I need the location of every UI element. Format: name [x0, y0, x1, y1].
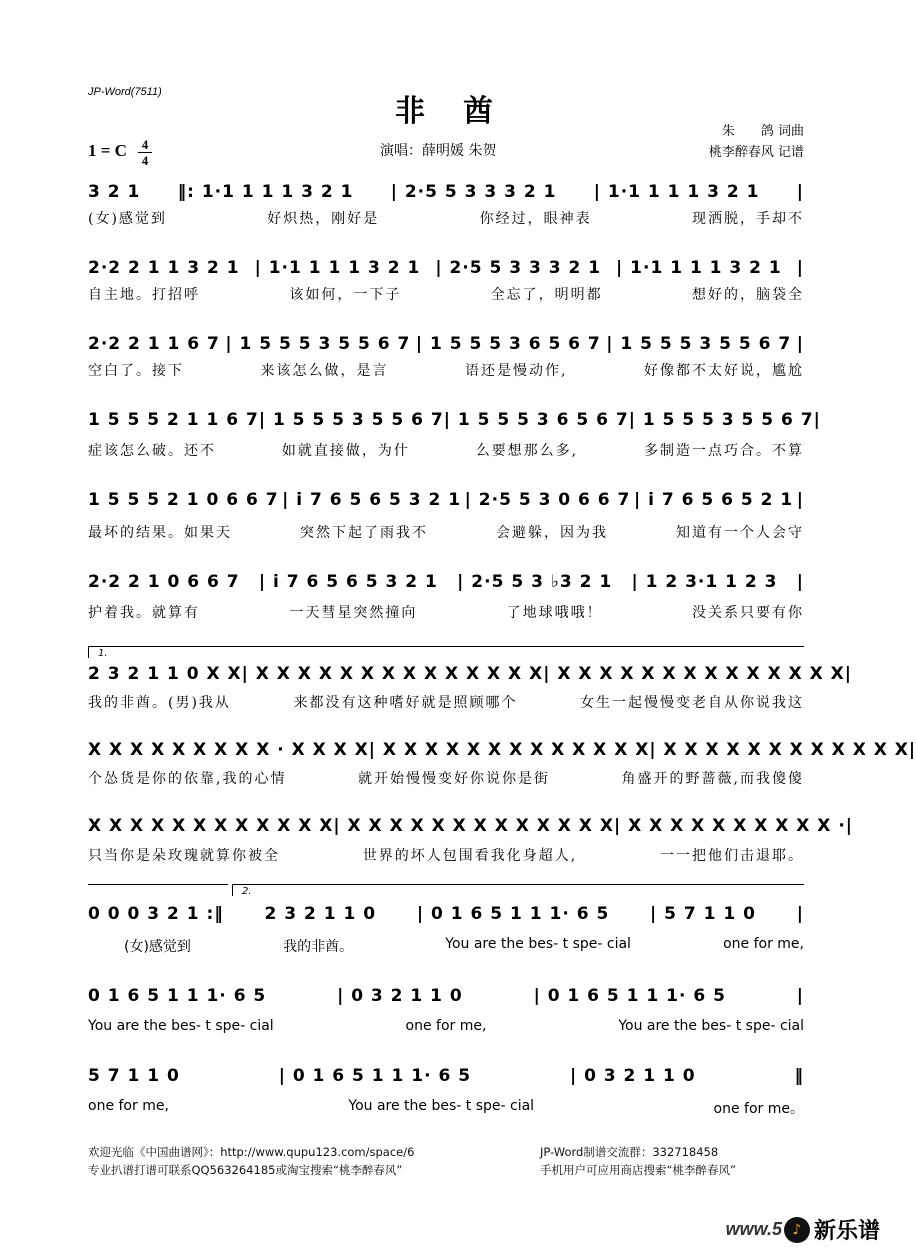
- music-measure: | 1 5 5 5 3 6 5 6 7: [443, 410, 629, 430]
- music-measure: | 1·1 1 1 1 3 2 1: [616, 258, 782, 278]
- music-measure: |: [796, 490, 804, 510]
- lyric-segment: 一一把他们击退耶。: [659, 848, 804, 864]
- lyric-segment: 该如何，一下子: [289, 287, 402, 303]
- music-measure: | 1 5 5 5 3 5 5 6 7: [258, 410, 444, 430]
- lyric-segment: one for me。: [713, 1101, 804, 1117]
- music-measure: | 2·5 5 3 ♭3 2 1: [457, 572, 613, 592]
- music-line: [88, 904, 804, 924]
- music-measure: |: [796, 572, 804, 592]
- music-measure: | 1·1 1 1 1 3 2 1: [254, 258, 421, 278]
- music-measure: ‖: 1·1 1 1 1 3 2 1: [177, 182, 354, 202]
- lyric-line: [124, 936, 804, 956]
- music-measure: | 0 3 2 1 1 0: [337, 986, 463, 1006]
- music-line: [88, 258, 804, 278]
- lyric-segment: one for me,: [88, 1098, 169, 1114]
- lyric-segment: 女生一起慢慢变老自从你说我这: [580, 695, 804, 711]
- lyric-segment: 只当你是朵玫瑰就算你被全: [88, 848, 280, 864]
- lyric-segment: one for me,: [405, 1018, 487, 1034]
- footer-mobile: 手机用户可应用商店搜索“桃李醉春风”: [540, 1163, 736, 1177]
- lyric-segment: 就开始慢慢变好你说你是街: [358, 771, 550, 787]
- music-measure: | X X X X X X X X X X ·: [613, 816, 846, 836]
- music-measure: | 0 3 2 1 1 0: [569, 1066, 696, 1086]
- lyric-segment: 你经过，眼神表: [479, 211, 592, 227]
- music-disc-icon: ♪: [784, 1217, 810, 1243]
- music-measure: | X X X X X X X X X X X X X X: [543, 664, 845, 684]
- music-measure: 0 0 0 3 2 1 :‖: [88, 904, 224, 924]
- music-measure: |: [908, 740, 916, 760]
- music-measure: X X X X X X X X X X X X: [88, 816, 334, 836]
- lyric-segment: You are the bes- t spe- cial: [618, 1018, 804, 1034]
- lyric-segment: You are the bes- t spe- cial: [445, 936, 631, 952]
- volta-2-bracket: [232, 884, 804, 885]
- music-measure: | 0 1 6 5 1 1 1· 6 5: [533, 986, 726, 1006]
- lyric-segment: 全忘了，明明都: [490, 287, 603, 303]
- music-measure: 2·2 2 1 1 3 2 1: [88, 258, 240, 278]
- lyric-segment: 最坏的结果。如果天: [88, 525, 232, 541]
- lyric-segment: 现洒脱，手却不: [691, 211, 804, 227]
- music-measure: | 1 2 3·1 1 2 3: [631, 572, 778, 592]
- music-measure: | 5 7 1 1 0: [650, 904, 756, 924]
- music-line: [88, 1066, 804, 1086]
- music-measure: | 1·1 1 1 1 3 2 1: [593, 182, 760, 202]
- music-measure: | X X X X X X X X X X X X: [649, 740, 909, 760]
- lyric-segment: 世界的坏人包围看我化身超人,: [362, 848, 578, 864]
- music-line: [88, 572, 804, 592]
- music-measure: | X X X X X X X X X X X X X: [333, 816, 614, 836]
- music-measure: | i 7 6 5 6 5 3 2 1: [258, 572, 438, 592]
- first-ending-end-rule: [88, 884, 228, 885]
- music-measure: |: [796, 182, 804, 202]
- lyric-segment: 语还是慢动作,: [465, 363, 568, 379]
- volta-2-tick: [232, 884, 233, 896]
- music-measure: | 1 5 5 5 3 6 5 6 7: [415, 334, 601, 354]
- music-measure: |: [796, 334, 804, 354]
- music-measure: | 1 5 5 5 3 5 5 6 7: [628, 410, 814, 430]
- music-measure: |: [796, 986, 804, 1006]
- lyric-segment: 个怂货是你的依靠,我的心情: [88, 771, 287, 787]
- music-measure: |: [796, 904, 804, 924]
- lyric-segment: 症该怎么破。还不: [88, 443, 216, 459]
- music-measure: 2 3 2 1 1 0: [264, 904, 377, 924]
- lyric-segment: 我的非酋。: [283, 939, 354, 955]
- time-signature-bottom: 4: [141, 153, 149, 168]
- lyric-segment: 一天彗星突然撞向: [289, 605, 418, 621]
- key-signature: 1 = C: [88, 141, 127, 160]
- lyric-line: [88, 692, 804, 712]
- footer-website: 欢迎光临《中国曲谱网》：http://www.qupu123.com/space/6: [88, 1145, 415, 1159]
- lyric-segment: 我的非酋。(男)我从: [88, 695, 231, 711]
- lyric-segment: 没关系只要有你: [691, 605, 804, 621]
- music-measure: | 2·5 5 3 3 3 2 1: [435, 258, 602, 278]
- lyric-line: [88, 602, 804, 622]
- music-measure: 2 3 2 1 1 0 X X: [88, 664, 242, 684]
- music-measure: ‖: [794, 1066, 804, 1086]
- music-measure: 3 2 1: [88, 182, 141, 202]
- footer-contact: 专业扒谱打谱可联系QQ563264185或淘宝搜索“桃李醉春风”: [88, 1163, 403, 1177]
- music-measure: 0 1 6 5 1 1 1· 6 5: [88, 986, 267, 1006]
- music-measure: | 0 1 6 5 1 1 1· 6 5: [416, 904, 610, 924]
- lyric-segment: 知道有一个人会守: [676, 525, 804, 541]
- footer-group: JP-Word制谱交流群：332718458: [540, 1145, 719, 1159]
- music-measure: 1 5 5 5 2 1 1 6 7: [88, 410, 259, 430]
- music-line: [88, 334, 804, 354]
- music-line: [88, 740, 916, 760]
- composer-credit: 朱 鸽 词曲: [721, 124, 804, 139]
- watermark-url: www.5: [725, 1219, 782, 1239]
- music-measure: | 1 5 5 5 3 5 5 6 7: [225, 334, 411, 354]
- music-measure: X X X X X X X X X · X X X X: [88, 740, 369, 760]
- lyric-segment: 如就直接做，为什: [281, 443, 410, 459]
- lyric-line: [88, 845, 804, 865]
- lyric-segment: 护着我。就算有: [88, 605, 200, 621]
- lyric-line: [88, 208, 804, 228]
- music-line: [88, 410, 821, 430]
- music-measure: |: [813, 410, 821, 430]
- music-line: [88, 816, 853, 836]
- lyric-segment: one for me,: [723, 936, 804, 952]
- lyric-segment: 好像都不太好说，尴尬: [644, 363, 804, 379]
- lyric-segment: 自主地。打招呼: [88, 287, 200, 303]
- music-measure: 5 7 1 1 0: [88, 1066, 180, 1086]
- music-measure: 2·2 2 1 1 6 7: [88, 334, 220, 354]
- transcriber-credit: 桃李醉春风 记谱: [708, 145, 804, 160]
- music-measure: 1 5 5 5 2 1 0 6 6 7: [88, 490, 279, 510]
- lyric-segment: (女)感觉到: [124, 939, 191, 955]
- lyric-segment: You are the bes- t spe- cial: [348, 1098, 535, 1114]
- lyric-segment: 么要想那么多,: [475, 443, 579, 459]
- volta-1-bracket: [88, 646, 804, 647]
- lyric-segment: 多制造一点巧合。不算: [643, 443, 804, 459]
- lyric-segment: 会避躲，因为我: [496, 525, 608, 541]
- lyric-segment: 想好的，脑袋全: [691, 287, 804, 303]
- lyric-segment: 好炽热，刚好是: [267, 211, 380, 227]
- lyric-segment: 了地球哦哦！: [506, 605, 603, 621]
- music-measure: | i 7 6 5 6 5 2 1: [633, 490, 794, 510]
- music-measure: |: [796, 258, 804, 278]
- lyric-line: [88, 440, 804, 460]
- music-line: [88, 182, 804, 202]
- music-measure: |: [845, 816, 853, 836]
- time-signature-top: 4: [141, 137, 149, 152]
- song-title: 非酋: [395, 94, 531, 129]
- singers-credit: 演唱：薛明媛 朱贺: [380, 143, 497, 159]
- music-measure: |: [844, 664, 852, 684]
- music-measure: | 2·5 5 3 0 6 6 7: [464, 490, 631, 510]
- music-line: [88, 490, 804, 510]
- watermark: [726, 1214, 880, 1245]
- music-measure: | 1 5 5 5 3 5 5 6 7: [606, 334, 792, 354]
- music-measure: 2·2 2 1 0 6 6 7: [88, 572, 240, 592]
- music-measure: | 2·5 5 3 3 3 2 1: [390, 182, 557, 202]
- lyric-segment: You are the bes- t spe- cial: [88, 1018, 274, 1034]
- watermark-logo: 新乐谱: [813, 1219, 880, 1244]
- lyric-line: [88, 284, 804, 304]
- music-measure: | X X X X X X X X X X X X X: [368, 740, 650, 760]
- music-line: [88, 986, 804, 1006]
- time-signature: [138, 138, 152, 167]
- volta-1-label: 1.: [98, 648, 108, 659]
- music-line: [88, 664, 852, 684]
- music-measure: | X X X X X X X X X X X X X X: [241, 664, 544, 684]
- lyric-segment: 突然下起了雨我不: [300, 525, 428, 541]
- lyric-segment: 空白了。接下: [88, 363, 184, 379]
- volta-1-tick: [88, 646, 89, 658]
- lyric-segment: 角盛开的野蔷薇,而我傻傻: [621, 771, 804, 787]
- lyric-segment: 来该怎么做，是言: [260, 363, 389, 379]
- lyric-line: [88, 360, 804, 380]
- lyric-line: [88, 1098, 804, 1118]
- music-measure: | 0 1 6 5 1 1 1· 6 5: [278, 1066, 472, 1086]
- music-measure: | i 7 6 5 6 5 3 2 1: [282, 490, 462, 510]
- volta-2-label: 2.: [242, 886, 252, 897]
- lyric-line: [88, 522, 804, 542]
- lyric-segment: 来都没有这种嗜好就是照顾哪个: [293, 695, 518, 711]
- software-label: JP-Word(7511): [88, 86, 162, 98]
- lyric-segment: (女)感觉到: [88, 211, 167, 227]
- lyric-line: [88, 1018, 804, 1034]
- lyric-line: [88, 768, 804, 788]
